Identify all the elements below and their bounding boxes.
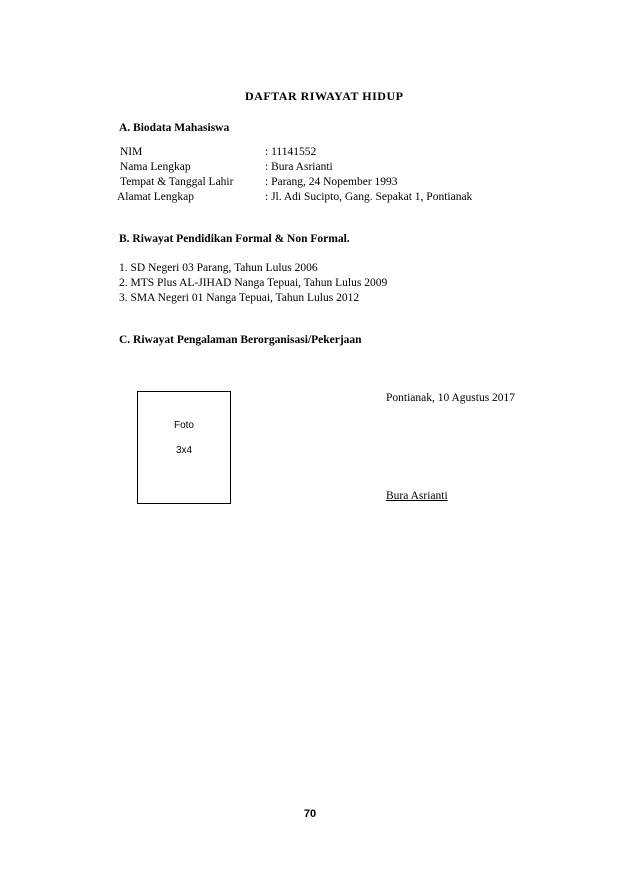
education-item: 2. MTS Plus AL-JIHAD Nanga Tepuai, Tahun Lulus 2009 xyxy=(119,277,388,289)
signature-name: Bura Asrianti xyxy=(386,490,448,502)
biodata-label-nim: NIM xyxy=(120,146,143,158)
photo-placeholder xyxy=(137,391,231,504)
section-a-heading: A. Biodata Mahasiswa xyxy=(119,122,230,134)
section-b-heading: B. Riwayat Pendidikan Formal & Non Formal. xyxy=(119,233,350,245)
biodata-label-name: Nama Lengkap xyxy=(120,161,191,173)
education-item: 1. SD Negeri 03 Parang, Tahun Lulus 2006 xyxy=(119,262,318,274)
signature-place-date: Pontianak, 10 Agustus 2017 xyxy=(386,392,516,404)
biodata-value-name: : Bura Asrianti xyxy=(265,161,333,173)
biodata-value-address: : Jl. Adi Sucipto, Gang. Sepakat 1, Pontianak xyxy=(265,191,473,203)
photo-size-label: 3x4 xyxy=(175,445,193,456)
photo-label: Foto xyxy=(173,420,194,431)
page-title: DAFTAR RIWAYAT HIDUP xyxy=(245,89,404,103)
education-item: 3. SMA Negeri 01 Nanga Tepuai, Tahun Lulus 2012 xyxy=(119,292,360,304)
biodata-value-nim: : 11141552 xyxy=(265,146,317,158)
biodata-label-address: Alamat Lengkap xyxy=(117,191,194,203)
page-number: 70 xyxy=(303,808,317,820)
section-c-heading: C. Riwayat Pengalaman Berorganisasi/Pekerjaan xyxy=(119,334,362,346)
biodata-label-birth: Tempat & Tanggal Lahir xyxy=(120,176,234,188)
biodata-value-birth: : Parang, 24 Nopember 1993 xyxy=(265,176,398,188)
